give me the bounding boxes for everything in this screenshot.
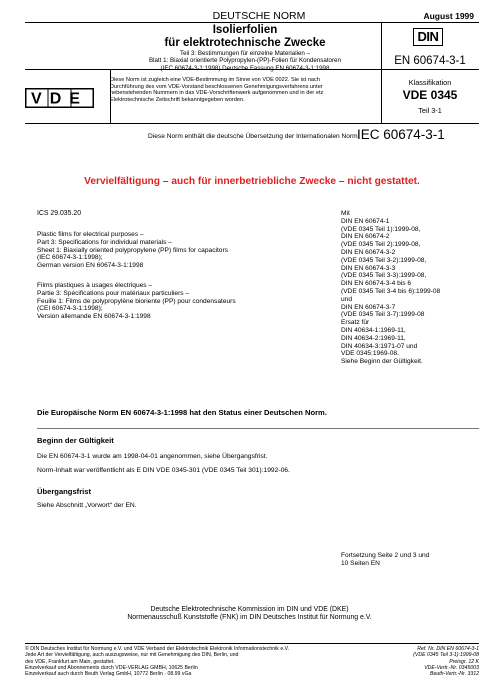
title-block: [112, 24, 378, 72]
continuation-note: [341, 552, 481, 568]
transition-heading: Übergangsfrist: [37, 487, 92, 496]
french-title: [37, 282, 236, 321]
section-rule: [37, 428, 479, 429]
french-title-line: Films plastiques à usages électriques –: [37, 282, 153, 289]
reference-line: Preisgr. 12 K: [449, 658, 479, 665]
copyright-footer: [25, 646, 355, 677]
replacement-line: (VDE 0345 Teil 1):1999-08,: [341, 225, 421, 233]
replacement-line: DIN 40634-2:1969-11,: [341, 334, 406, 342]
classification-label: Klassifikation: [408, 78, 452, 87]
vde-logo-text: VDE: [31, 90, 88, 108]
transition-text: Siehe Abschnitt „Vorwort“ der EN.: [37, 502, 137, 509]
classification-code: VDE 0345: [402, 88, 458, 102]
document-type: DEUTSCHE NORM: [212, 10, 306, 22]
replacement-note: [341, 210, 481, 366]
title-sub-line: Teil 3: Bestimmungen für einzelne Materialien –: [179, 50, 310, 57]
title-line: für elektrotechnische Zwecke: [164, 37, 326, 49]
validity-text: Norm-Inhalt war veröffentlicht als E DIN VDE 0345-301 (VDE 0345 Teil 301):1992-06.: [37, 467, 290, 474]
reference-line: Beuth-Vertr.-Nr. 3312: [429, 671, 479, 678]
replacement-line: Mit: [341, 210, 350, 217]
replacement-line: DIN 40634-1:1969-11,: [341, 326, 406, 334]
replacement-line: (VDE 0345 Teil 2):1999-08,: [341, 241, 421, 249]
french-title-line: Partie 3: Spécifications pour matériaux particuliers –: [37, 289, 190, 297]
title-sub-line: Blatt 1: Biaxial orientierte Polypropylen-(PP)-Folien für Kondensatoren: [149, 57, 341, 65]
english-title-line: German version EN 60674-3-1:1998: [37, 262, 144, 270]
continuation-line: 10 Seiten EN: [341, 559, 380, 567]
reference-line: (VDE 0345 Teil 3-1):1999-08: [413, 652, 479, 659]
english-title-line: Sheet 1: Biaxially oriented polypropylene (PP) films for capacitors: [37, 246, 228, 254]
english-title: [37, 231, 228, 270]
vde-notice-line: Durchführung des vom VDE-Vorstand beschlossenen Genehmigungsverfahrens unter: [110, 83, 323, 90]
replacement-line: DIN 40634-3:1971-07 und: [341, 342, 418, 350]
status-statement: Die Europäische Norm EN 60674-3-1:1998 hat den Status einer Deutschen Norm.: [37, 408, 327, 417]
reference-footer: [370, 646, 479, 677]
title-sub-line: (IEC 60674-3-1:1998) Deutsche Fassung EN 60674-3-1:1998: [160, 64, 330, 72]
reference-line: VDE-Vertr.-Nr. 0345003: [424, 664, 479, 671]
vde-notice-line: Elektrotechnische Zeitschrift bekanntgegeben worden.: [110, 96, 245, 103]
international-number: IEC 60674-3-1: [357, 127, 445, 142]
replacement-line: VDE 0345:1969-08.: [341, 350, 399, 358]
international-note: Diese Norm enthält die deutsche Übersetzung der Internationalen Norm: [148, 133, 358, 140]
title-line: Isolierfolien: [212, 24, 278, 36]
english-title-line: Part 3: Specifications for individual materials –: [37, 238, 172, 246]
vde-notice-line: nebenstehenden Nummern in das VDE-Vorschriftenwerk aufgenommen und in der etz: [110, 90, 324, 97]
copyright-line: Jede Art der Vervielfältigung, auch auszugsweise, nur mit Genehmigung des DIN, Berlin, und: [25, 652, 239, 659]
continuation-line: Fortsetzung Seite 2 und 3 und: [341, 552, 430, 559]
replacement-line: Siehe Beginn der Gültigkeit.: [341, 358, 423, 366]
replacement-line: DIN EN 60674-3-3: [341, 264, 396, 272]
validity-heading: Beginn der Gültigkeit: [37, 436, 114, 445]
committee-line: Normenausschuß Kunststoffe (FNK) im DIN Deutsches Institut für Normung e.V.: [127, 614, 372, 622]
validity-text: Die EN 60674-3-1 wurde am 1998-04-01 angenommen, siehe Übergangsfrist.: [37, 453, 268, 460]
vde-notice: [110, 77, 378, 103]
committee-block: [37, 606, 462, 623]
english-title-line: Plastic films for electrical purposes –: [37, 231, 144, 238]
replacement-line: Ersatz für: [341, 319, 370, 327]
copyright-line: Einzelverkauf auch durch Beuth Verlag GmbH, 10772 Berlin · 08.99 vGa: [25, 671, 192, 678]
copyright-line: © DIN Deutsches Institut für Normung e.V. und VDE Verband der Elektrotechnik Elektronik Informationstechnik e.V.: [25, 646, 290, 652]
replacement-line: DIN EN 60674-3-7: [341, 303, 396, 311]
french-title-line: (CEI 60674-3-1:1998);: [37, 305, 103, 313]
replacement-line: (VDE 0345 Teil 3-3):1999-08,: [341, 272, 427, 280]
vde-logo: [25, 88, 94, 108]
replacement-line: DIN EN 60674-3-4 bis 6: [341, 280, 412, 288]
replacement-line: (VDE 0345 Teil 3-2):1999-08,: [341, 256, 427, 264]
footer-rule: [25, 643, 479, 644]
french-title-line: Version allemande EN 60674-3-1:1998: [37, 313, 151, 321]
copy-warning: Vervielfältigung – auch für innerbetriebliche Zwecke – nicht gestattet.: [84, 176, 420, 187]
replacement-line: DIN EN 60674-3-2: [341, 248, 396, 256]
issue-date: August 1999: [423, 11, 474, 21]
copyright-line: des VDE, Frankfurt am Main, gestattet.: [25, 658, 115, 665]
french-title-line: Feuille 1: Films de polypropylène bioriente (PP) pour condensateurs: [37, 297, 236, 305]
replacement-line: (VDE 0345 Teil 3-4 bis 6):1999-08: [341, 287, 441, 295]
classification-part: Teil 3-1: [418, 106, 442, 115]
replacement-line: und: [341, 295, 353, 303]
vde-notice-line: Diese Norm ist zugleich eine VDE-Bestimmung im Sinne von VDE 0022. Sie ist nach: [110, 77, 320, 83]
reference-line: Ref. Nr. DIN EN 60674-3-1: [417, 646, 479, 652]
top-rule: [25, 22, 479, 23]
copyright-line: Einzelverkauf und Abonnements durch VDE-VERLAG GMBH, 10625 Berlin: [25, 664, 198, 671]
english-title-line: (IEC 60674-3-1:1998);: [37, 254, 103, 262]
title-main: [112, 24, 378, 50]
replacement-line: DIN EN 60674-2: [341, 233, 390, 241]
committee-line: Deutsche Elektrotechnische Kommission im DIN und VDE (DKE): [150, 606, 349, 613]
header-rule-bottom: [25, 123, 479, 124]
replacement-line: (VDE 0345 Teil 3-7):1999-08: [341, 311, 425, 319]
din-logo: DIN: [413, 28, 443, 46]
din-number: EN 60674-3-1: [394, 55, 466, 67]
ics-code: ICS 29.035.20: [37, 210, 82, 217]
replacement-line: DIN EN 60674-1: [341, 217, 390, 225]
